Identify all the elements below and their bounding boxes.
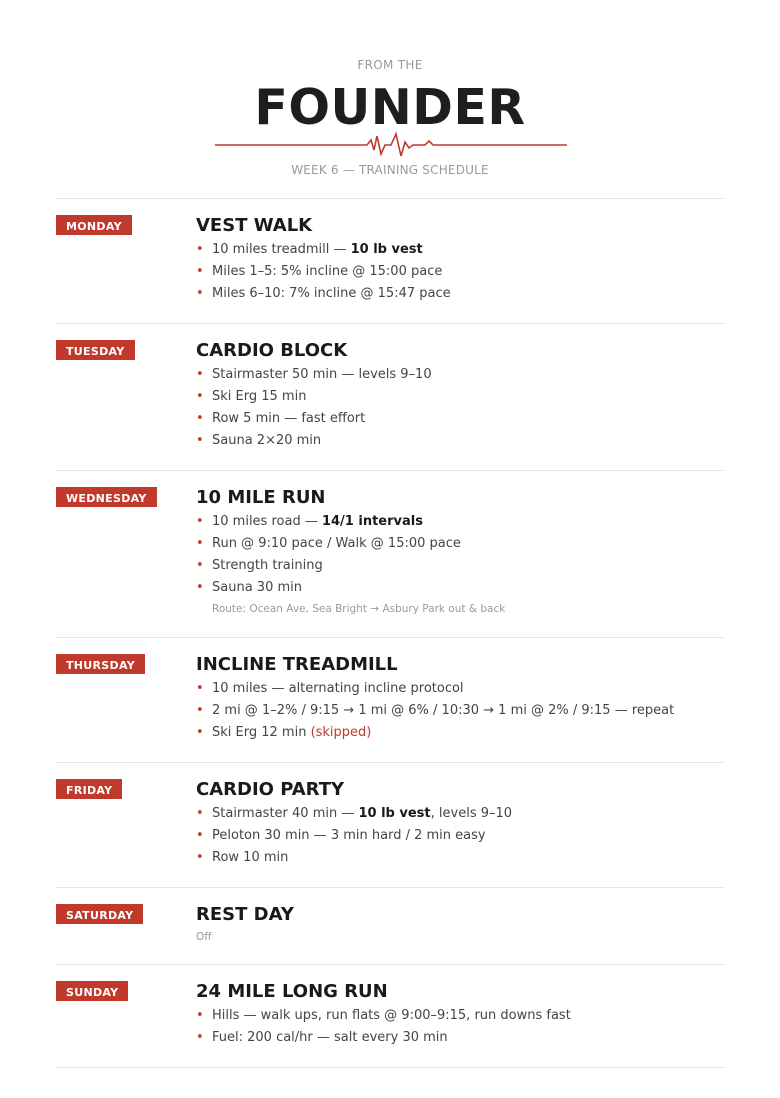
item-text: Ski Erg 12 min bbox=[212, 725, 311, 740]
day-section-sunday bbox=[56, 965, 724, 1068]
item-text-after: , levels 9–10 bbox=[430, 806, 513, 821]
item-text: Miles 6–10: 7% incline @ 15:47 pace bbox=[212, 286, 451, 301]
bullet-icon: • bbox=[196, 850, 204, 865]
item-text: Miles 1–5: 5% incline @ 15:00 pace bbox=[212, 264, 443, 279]
workout-item bbox=[196, 555, 724, 577]
item-text: Ski Erg 15 min bbox=[212, 389, 307, 404]
item-text: Hills — walk ups, run flats @ 9:00–9:15, run downs fast bbox=[212, 1008, 571, 1023]
item-text: Strength training bbox=[212, 558, 323, 573]
day-badge: SUNDAY bbox=[56, 981, 128, 1001]
workout-title: VEST WALK bbox=[196, 215, 313, 236]
brand-title: FOUNDER bbox=[254, 79, 526, 136]
schedule-list bbox=[56, 198, 724, 1068]
day-section-friday bbox=[56, 763, 724, 888]
day-section-monday bbox=[56, 199, 724, 324]
workout-item bbox=[196, 364, 724, 386]
day-badge: FRIDAY bbox=[56, 779, 122, 799]
workout-item bbox=[196, 239, 724, 261]
day-section-thursday bbox=[56, 638, 724, 763]
item-text: 10 miles treadmill — bbox=[212, 242, 351, 257]
rest-note: Off bbox=[196, 931, 212, 943]
workout-item bbox=[196, 847, 724, 869]
item-text: Stairmaster 40 min — bbox=[212, 806, 359, 821]
bullet-icon: • bbox=[196, 514, 204, 529]
item-text: 10 miles — alternating incline protocol bbox=[212, 681, 464, 696]
bullet-icon: • bbox=[196, 264, 204, 279]
item-emphasis: 10 lb vest bbox=[358, 806, 431, 821]
workout-items bbox=[196, 678, 724, 744]
item-text: Sauna 30 min bbox=[212, 580, 302, 595]
workout-item bbox=[196, 825, 724, 847]
day-section-wednesday bbox=[56, 471, 724, 638]
workout-item bbox=[196, 430, 724, 452]
bullet-icon: • bbox=[196, 536, 204, 551]
bullet-icon: • bbox=[196, 725, 204, 740]
workout-items bbox=[196, 239, 724, 305]
bullet-icon: • bbox=[196, 411, 204, 426]
bullet-icon: • bbox=[196, 242, 204, 257]
kicker: FROM THE bbox=[357, 58, 423, 72]
bullet-icon: • bbox=[196, 558, 204, 573]
workout-item bbox=[196, 533, 724, 555]
item-text: Sauna 2×20 min bbox=[212, 433, 322, 448]
item-text: Row 10 min bbox=[212, 850, 289, 865]
bullet-icon: • bbox=[196, 389, 204, 404]
day-badge: SATURDAY bbox=[56, 904, 143, 924]
workout-items bbox=[196, 511, 724, 599]
workout-item bbox=[196, 577, 724, 599]
workout-item bbox=[196, 678, 724, 700]
item-text: Peloton 30 min — 3 min hard / 2 min easy bbox=[212, 828, 486, 843]
item-text: 2 mi @ 1–2% / 9:15 → 1 mi @ 6% / 10:30 → 1 mi @ 2% / 9:15 — repeat bbox=[212, 703, 675, 718]
workout-title: INCLINE TREADMILL bbox=[196, 654, 398, 675]
heartbeat-icon bbox=[215, 130, 567, 160]
workout-title: CARDIO PARTY bbox=[196, 779, 345, 800]
workout-item bbox=[196, 511, 724, 533]
workout-item bbox=[196, 283, 724, 305]
bullet-icon: • bbox=[196, 367, 204, 382]
day-badge: MONDAY bbox=[56, 215, 132, 235]
day-section-tuesday bbox=[56, 324, 724, 471]
workout-items bbox=[196, 364, 724, 452]
workout-title: 10 MILE RUN bbox=[196, 487, 326, 508]
workout-item bbox=[196, 1027, 724, 1049]
workout-item bbox=[196, 722, 724, 744]
item-text: Row 5 min — fast effort bbox=[212, 411, 366, 426]
day-badge: THURSDAY bbox=[56, 654, 145, 674]
bullet-icon: • bbox=[196, 433, 204, 448]
bullet-icon: • bbox=[196, 681, 204, 696]
item-text: Fuel: 200 cal/hr — salt every 30 min bbox=[212, 1030, 448, 1045]
workout-item bbox=[196, 261, 724, 283]
bullet-icon: • bbox=[196, 286, 204, 301]
item-emphasis: 14/1 intervals bbox=[321, 514, 423, 529]
route-note: Route: Ocean Ave, Sea Bright → Asbury Park out & back bbox=[212, 603, 506, 615]
bullet-icon: • bbox=[196, 1008, 204, 1023]
item-emphasis: 10 lb vest bbox=[350, 242, 423, 257]
day-badge: WEDNESDAY bbox=[56, 487, 157, 507]
skipped-flag: (skipped) bbox=[310, 725, 372, 740]
workout-item bbox=[196, 700, 724, 722]
day-badge: TUESDAY bbox=[56, 340, 135, 360]
bullet-icon: • bbox=[196, 806, 204, 821]
page-header bbox=[0, 0, 780, 198]
day-section-saturday bbox=[56, 888, 724, 965]
bullet-icon: • bbox=[196, 580, 204, 595]
workout-item bbox=[196, 1005, 724, 1027]
workout-item bbox=[196, 803, 724, 825]
item-text: Stairmaster 50 min — levels 9–10 bbox=[212, 367, 432, 382]
schedule-subtitle: WEEK 6 — TRAINING SCHEDULE bbox=[291, 163, 489, 177]
workout-item bbox=[196, 408, 724, 430]
workout-title: 24 MILE LONG RUN bbox=[196, 981, 388, 1002]
item-text: 10 miles road — bbox=[212, 514, 322, 529]
workout-items bbox=[196, 803, 724, 869]
workout-item bbox=[196, 386, 724, 408]
bullet-icon: • bbox=[196, 703, 204, 718]
workout-title: CARDIO BLOCK bbox=[196, 340, 348, 361]
workout-items bbox=[196, 1005, 724, 1049]
bullet-icon: • bbox=[196, 1030, 204, 1045]
item-text: Run @ 9:10 pace / Walk @ 15:00 pace bbox=[212, 536, 461, 551]
bullet-icon: • bbox=[196, 828, 204, 843]
workout-title: REST DAY bbox=[196, 904, 294, 925]
